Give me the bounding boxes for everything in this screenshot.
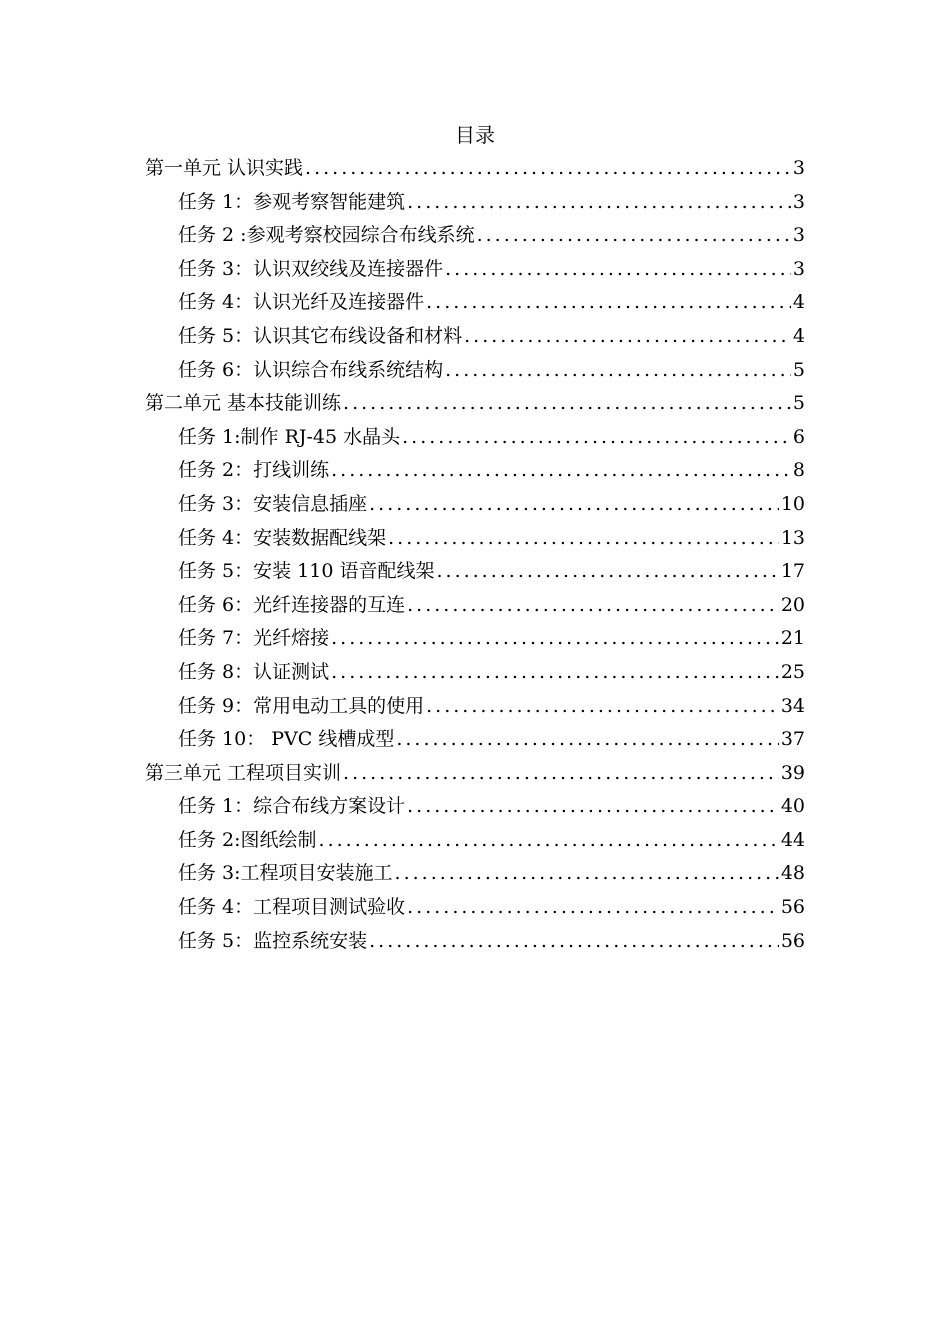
toc-entry xyxy=(145,286,805,320)
toc-entry-label: 任务 6：光纤连接器的互连 xyxy=(178,593,406,616)
toc-entry-page: 44 xyxy=(780,828,805,851)
toc-entry xyxy=(145,454,805,488)
toc-entry-label: 任务 1：综合布线方案设计 xyxy=(178,795,406,818)
toc-entry-label: 任务 1：参观考察智能建筑 xyxy=(178,190,406,213)
toc-entry-page: 20 xyxy=(780,593,805,616)
toc-entry-page: 21 xyxy=(780,627,805,650)
dot-leader xyxy=(426,286,791,320)
toc-entry-label: 第一单元 认识实践 xyxy=(145,157,304,179)
toc-entry-label: 任务 5：安装 110 语音配线架 xyxy=(178,560,435,583)
dot-leader xyxy=(445,354,791,388)
toc-entry-page: 17 xyxy=(780,560,805,583)
toc-entry-label: 任务 4：认识光纤及连接器件 xyxy=(178,291,425,314)
toc-entry xyxy=(145,320,805,354)
dot-leader xyxy=(331,454,791,488)
toc-entry-label: 任务 2 :参观考察校园综合布线系统 xyxy=(178,224,475,247)
toc-entry-page: 56 xyxy=(780,929,805,952)
toc-entry xyxy=(145,488,805,522)
toc-entry xyxy=(145,656,805,690)
toc-entry-page: 34 xyxy=(780,694,805,717)
dot-leader xyxy=(477,219,791,253)
dot-leader xyxy=(395,857,779,891)
toc-entry-label: 任务 10： PVC 线槽成型 xyxy=(178,728,395,751)
toc-entry-label: 第二单元 基本技能训练 xyxy=(145,392,342,415)
toc-entry-label: 任务 4：安装数据配线架 xyxy=(178,526,387,549)
toc-entry-page: 8 xyxy=(792,459,805,482)
dot-leader xyxy=(436,555,778,589)
toc-entry xyxy=(145,219,805,253)
toc-entry-page: 39 xyxy=(780,761,805,784)
toc-entry-label: 任务 7：光纤熔接 xyxy=(178,627,330,650)
toc-entry xyxy=(145,690,805,724)
toc-entry-page: 10 xyxy=(780,492,805,515)
toc-entry-label: 任务 2:图纸绘制 xyxy=(178,828,317,851)
toc-entry xyxy=(145,253,805,287)
toc-entry xyxy=(145,790,805,824)
toc-entry xyxy=(145,857,805,891)
dot-leader xyxy=(396,723,778,757)
dot-leader xyxy=(369,925,779,959)
toc-entry xyxy=(145,891,805,925)
toc-list xyxy=(145,152,805,958)
dot-leader xyxy=(369,488,779,522)
toc-entry-label: 任务 3：认识双绞线及连接器件 xyxy=(178,257,444,280)
dot-leader xyxy=(319,824,779,858)
dot-leader xyxy=(343,757,779,791)
dot-leader xyxy=(402,421,791,455)
dot-leader xyxy=(388,522,779,556)
toc-entry-page: 56 xyxy=(780,896,805,919)
toc-entry-page: 5 xyxy=(792,358,805,381)
toc-entry-label: 任务 5：监控系统安装 xyxy=(178,929,368,952)
dot-leader xyxy=(464,320,791,354)
toc-entry xyxy=(145,925,805,959)
toc-entry-label: 任务 3:工程项目安装施工 xyxy=(178,862,393,885)
toc-entry-page: 3 xyxy=(792,190,805,213)
toc-entry xyxy=(145,824,805,858)
toc-entry-label: 任务 4：工程项目测试验收 xyxy=(178,896,406,919)
toc-entry xyxy=(145,522,805,556)
dot-leader xyxy=(445,253,791,287)
toc-entry xyxy=(145,757,805,791)
toc-entry-page: 13 xyxy=(780,526,805,549)
toc-entry-page: 3 xyxy=(792,224,805,247)
toc-entry xyxy=(145,152,805,186)
toc-entry-label: 任务 2：打线训练 xyxy=(178,459,330,482)
toc-entry-label: 任务 8：认证测试 xyxy=(178,660,330,683)
dot-leader xyxy=(331,622,779,656)
toc-entry xyxy=(145,354,805,388)
toc-entry xyxy=(145,589,805,623)
toc-entry-label: 任务 9：常用电动工具的使用 xyxy=(178,694,425,717)
dot-leader xyxy=(343,387,791,421)
toc-entry xyxy=(145,421,805,455)
toc-entry-page: 3 xyxy=(792,257,805,280)
toc-entry xyxy=(145,622,805,656)
dot-leader xyxy=(407,891,779,925)
toc-entry xyxy=(145,723,805,757)
toc-entry xyxy=(145,555,805,589)
toc-entry-label: 任务 6：认识综合布线系统结构 xyxy=(178,358,444,381)
dot-leader xyxy=(407,589,779,623)
toc-entry-page: 6 xyxy=(792,425,805,448)
toc-entry-label: 任务 5：认识其它布线设备和材料 xyxy=(178,324,463,347)
toc-entry-page: 4 xyxy=(792,291,805,314)
dot-leader xyxy=(305,152,791,186)
toc-entry-page: 5 xyxy=(792,392,805,415)
toc-entry xyxy=(145,186,805,220)
toc-entry-page: 48 xyxy=(780,862,805,885)
toc-entry-page: 40 xyxy=(780,795,805,818)
toc-entry-label: 任务 3：安装信息插座 xyxy=(178,492,368,515)
toc-entry-label: 第三单元 工程项目实训 xyxy=(145,761,342,784)
toc-entry xyxy=(145,387,805,421)
toc-entry-label: 任务 1:制作 RJ-45 水晶头 xyxy=(178,425,401,448)
toc-title: 目录 xyxy=(455,123,495,147)
dot-leader xyxy=(426,690,779,724)
toc-entry-page: 37 xyxy=(780,728,805,751)
dot-leader xyxy=(407,186,791,220)
dot-leader xyxy=(407,790,779,824)
toc-entry-page: 25 xyxy=(780,660,805,683)
toc-entry-page: 4 xyxy=(792,324,805,347)
dot-leader xyxy=(331,656,779,690)
toc-entry-page: 3 xyxy=(792,157,805,179)
